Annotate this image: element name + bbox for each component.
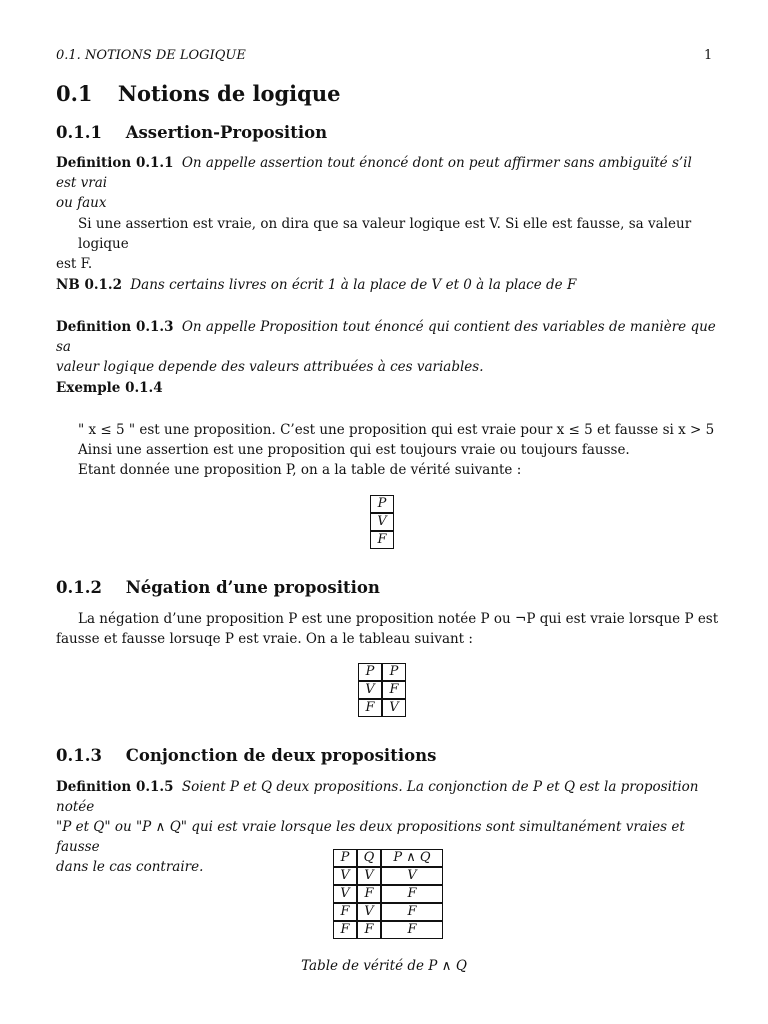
table-header-cell: P ∧ Q: [381, 849, 443, 867]
paragraph-negation: [56, 609, 726, 649]
table-cell: F: [381, 885, 443, 903]
table-header-cell: P: [358, 663, 382, 681]
running-header: 0.1. NOTIONS DE LOGIQUE: [56, 48, 246, 63]
truth-table-conjonction: [333, 849, 443, 939]
subsection-number: 0.1.2: [56, 578, 102, 597]
subsection-assertion: [56, 123, 327, 142]
subsection-title: Conjonction de deux propositions: [125, 746, 437, 765]
table-cell: F: [370, 531, 394, 549]
definition-text: valeur logique depende des valeurs attribuées à ces variables.: [56, 359, 484, 375]
definition-text: ou faux: [56, 195, 107, 211]
paragraph-line: La négation d’une proposition P est une proposition notée P ou ¬P qui est vraie lorsque P est: [78, 611, 719, 627]
section-title-text: Notions de logique: [117, 81, 341, 106]
example-label: Exemple 0.1.4: [56, 380, 163, 396]
definition-text: On appelle assertion tout énoncé dont on peut affirmer sans ambiguïté s’il est vrai: [56, 155, 692, 191]
nb-label: NB 0.1.2: [56, 277, 123, 293]
table-header-cell: $\overline{P}$: [382, 663, 406, 681]
definition-label: Definition 0.1.3: [56, 319, 174, 335]
definition-0-1-1: [56, 153, 716, 213]
table-cell: V: [357, 867, 381, 885]
subsection-title: Assertion-Proposition: [125, 123, 328, 142]
definition-0-1-3: [56, 317, 716, 377]
table-cell: F: [357, 921, 381, 939]
definition-text: On appelle Proposition tout énoncé qui contient des variables de manière que sa: [56, 319, 716, 355]
table-cell: F: [333, 921, 357, 939]
page-number: 1: [704, 48, 713, 63]
paragraph-line: fausse et fausse lorsuqe P est vraie. On a le tableau suivant :: [56, 631, 473, 647]
definition-label: Definition 0.1.5: [56, 779, 174, 795]
definition-text: "P et Q" ou "P ∧ Q" qui est vraie lorsque les deux propositions sont simultanément vraies et fausse: [56, 819, 685, 855]
definition-label: Definition 0.1.1: [56, 155, 174, 171]
subsection-conjonction: [56, 746, 436, 765]
table-cell: F: [381, 903, 443, 921]
paragraph-line: Si une assertion est vraie, on dira que sa valeur logique est V. Si elle est fausse, sa valeur logique: [78, 216, 692, 252]
table-caption: Table de vérité de P ∧ Q: [301, 958, 467, 974]
truth-table-p: [370, 495, 394, 549]
definition-text: Soient P et Q deux propositions. La conjonction de P et Q est la proposition notée: [56, 779, 699, 815]
section-number: 0.1: [56, 81, 93, 106]
subsection-negation: [56, 578, 380, 597]
subsection-title: Négation d’une proposition: [125, 578, 380, 597]
table-cell: V: [333, 867, 357, 885]
truth-table-negation: [358, 663, 406, 717]
table-cell: V: [358, 681, 382, 699]
paragraph-valeur-logique: [56, 214, 716, 274]
table-cell: V: [357, 903, 381, 921]
table-cell: F: [357, 885, 381, 903]
paragraph-line: est F.: [56, 256, 93, 272]
table-cell: F: [358, 699, 382, 717]
table-cell: F: [382, 681, 406, 699]
table-header-cell: P: [333, 849, 357, 867]
nb-0-1-2: [56, 275, 716, 295]
subsection-number: 0.1.1: [56, 123, 102, 142]
nb-text: Dans certains livres on écrit 1 à la place de V et 0 à la place de F: [130, 277, 577, 293]
example-line: " x ≤ 5 " est une proposition. C’est une proposition qui est vraie pour x ≤ 5 et fausse si x > 5: [78, 422, 715, 438]
table-cell: F: [381, 921, 443, 939]
example-line: Ainsi une assertion est une proposition qui est toujours vraie ou toujours fausse.: [78, 442, 630, 458]
section-title: [56, 81, 340, 106]
table-header-cell: P: [370, 495, 394, 513]
table-cell: V: [381, 867, 443, 885]
table-cell: F: [333, 903, 357, 921]
table-cell: V: [333, 885, 357, 903]
example-0-1-4-body: [56, 420, 726, 480]
table-header-cell: Q: [357, 849, 381, 867]
example-line: Etant donnée une proposition P, on a la table de vérité suivante :: [78, 462, 522, 478]
subsection-number: 0.1.3: [56, 746, 102, 765]
table-cell: V: [382, 699, 406, 717]
definition-text: dans le cas contraire.: [56, 859, 204, 875]
table-cell: V: [370, 513, 394, 531]
